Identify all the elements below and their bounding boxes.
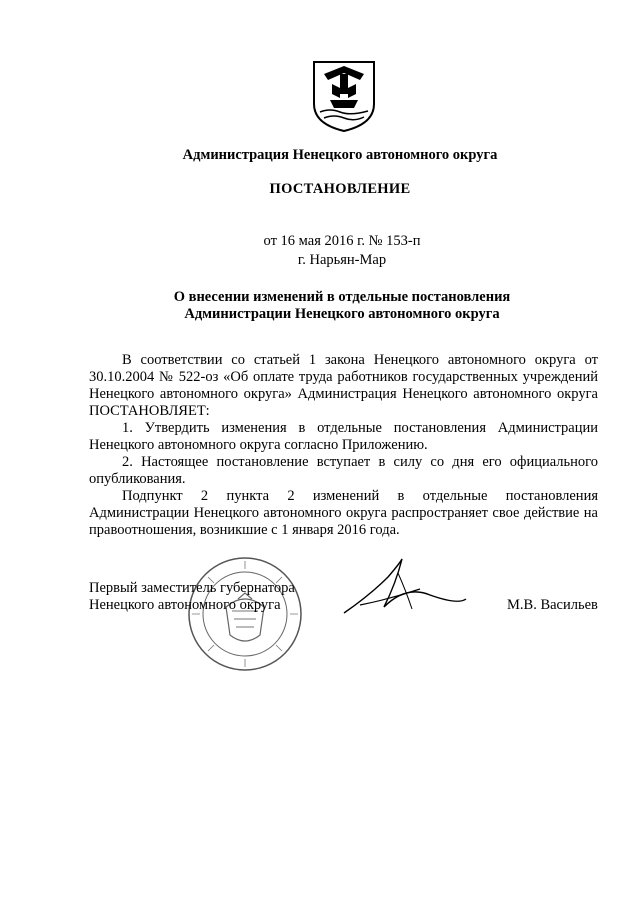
organization-name: Администрация Ненецкого автономного округа bbox=[182, 147, 498, 163]
body-paragraph-preamble: В соответствии со статьей 1 закона Ненецкого автономного округа от 30.10.2004 № 522-оз «Об оплате труда работников государственных учреждений Ненецкого автономного округа» Администрация Ненецкого автономного округа ПОСТАНОВЛЯЕТ: bbox=[89, 352, 598, 419]
document-date-number: от 16 мая 2016 г. № 153-п bbox=[263, 233, 421, 249]
signatory-name: М.В. Васильев bbox=[507, 597, 598, 613]
official-seal-icon bbox=[186, 555, 304, 673]
handwritten-signature-icon bbox=[340, 555, 470, 617]
coat-of-arms-icon bbox=[310, 58, 378, 134]
body-paragraph-note: Подпункт 2 пункта 2 изменений в отдельные постановления Администрации Ненецкого автономного округа распространяет свое действие на правоотношения, возникшие с 1 января 2016 года. bbox=[89, 488, 598, 538]
document-body bbox=[89, 352, 598, 539]
document-city: г. Нарьян-Мар bbox=[297, 252, 387, 268]
document-type: ПОСТАНОВЛЕНИЕ bbox=[269, 181, 411, 197]
signatory-title-line-1: Первый заместитель губернатора bbox=[89, 580, 295, 596]
body-paragraph-item-1: 1. Утвердить изменения в отдельные постановления Администрации Ненецкого автономного округа согласно Приложению. bbox=[89, 420, 598, 453]
signatory-title-line-2: Ненецкого автономного округа bbox=[89, 597, 281, 613]
signatory-title bbox=[89, 580, 295, 614]
subject-line-1: О внесении изменений в отдельные постановления bbox=[173, 289, 511, 305]
document-subject bbox=[0, 289, 640, 323]
subject-line-2: Администрации Ненецкого автономного округа bbox=[184, 306, 500, 322]
body-paragraph-item-2: 2. Настоящее постановление вступает в силу со дня его официального опубликования. bbox=[89, 454, 598, 487]
